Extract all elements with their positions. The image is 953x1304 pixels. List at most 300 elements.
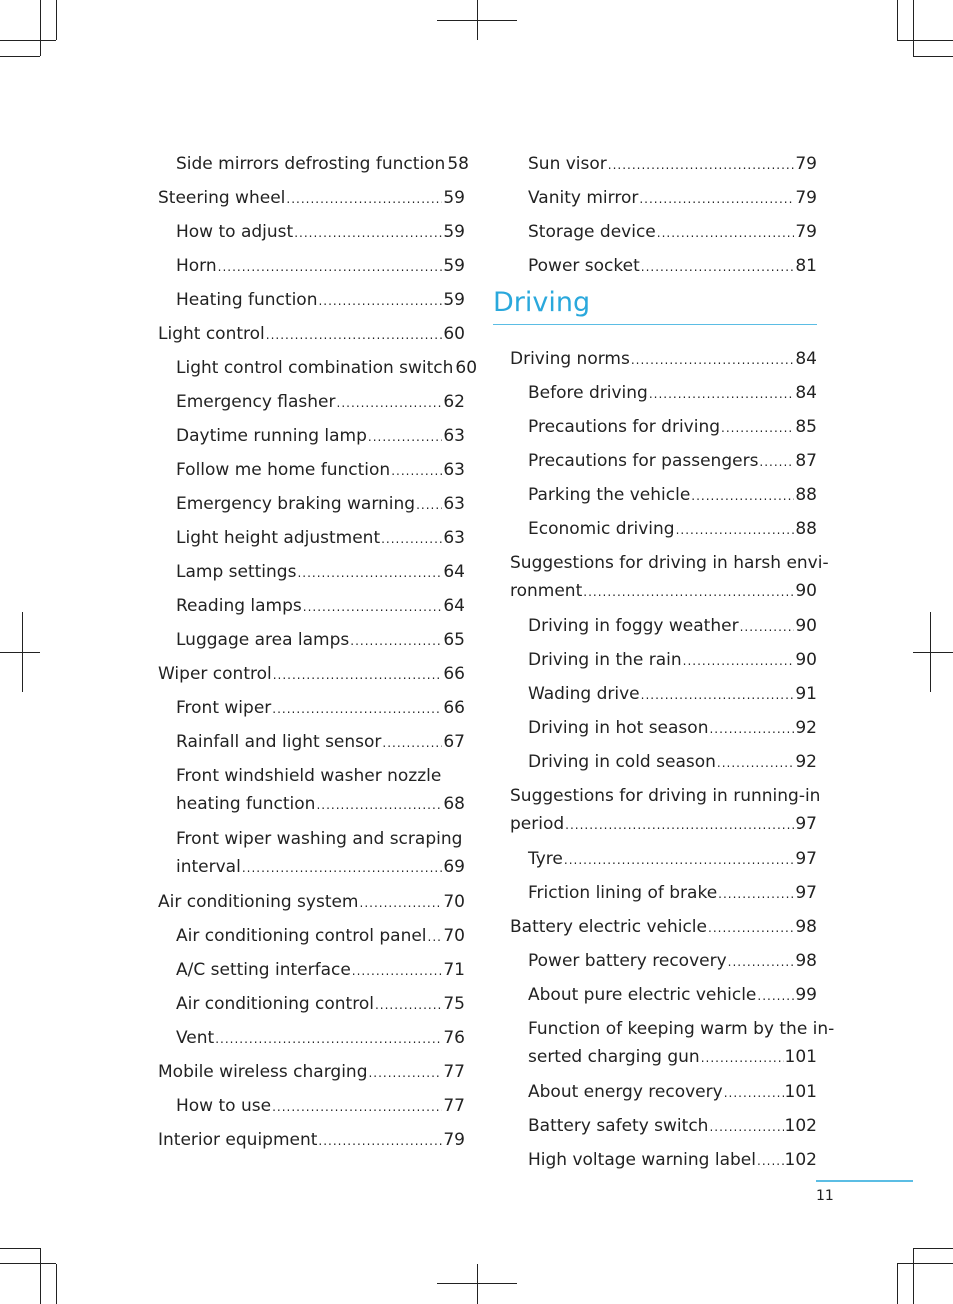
toc-entry-page: 79 [795,222,817,242]
toc-entry-row [528,218,817,247]
toc-right-main-group [510,345,835,1174]
dot-leader [286,185,442,213]
toc-entry-page: 97 [795,849,817,869]
toc-entry[interactable] [158,762,465,819]
toc-entry-row [528,646,817,675]
toc-entry[interactable] [510,879,817,907]
toc-entry-title: Follow me home function [176,460,391,480]
dot-leader [242,854,443,882]
toc-entry-page: 98 [795,917,817,937]
toc-right-column [493,150,835,1180]
toc-entry[interactable] [510,413,817,441]
dot-leader [337,389,443,417]
toc-entry-page: 98 [795,951,817,971]
crop-mark [0,1248,40,1249]
registration-mark [0,652,40,653]
toc-entry-row [528,879,817,908]
toc-entry-title: Light control combination switch [176,358,454,378]
toc-entry-row [176,990,465,1019]
toc-entry-page: 71 [443,960,465,980]
dot-leader [717,749,794,777]
toc-entry-row [176,422,465,451]
toc-entry-row [158,1058,465,1087]
crop-mark [897,40,953,41]
toc-entry[interactable] [158,694,465,722]
toc-entry-page: 59 [443,290,465,310]
toc-entry-title: Emergency flasher [176,392,336,412]
dot-leader [350,627,442,655]
toc-entry[interactable] [510,680,817,708]
dot-leader [709,715,794,743]
toc-entry-title: Driving norms [510,349,630,369]
crop-mark [56,1264,57,1304]
dot-leader [639,185,794,213]
toc-entry-page: 81 [795,256,817,276]
toc-entry[interactable] [158,252,465,280]
toc-entry[interactable] [510,379,817,407]
toc-entry-row [176,728,465,757]
toc-entry[interactable] [158,558,465,586]
toc-entry-row [176,1024,465,1053]
toc-entry[interactable] [510,549,829,606]
toc-entry-row [528,947,817,976]
toc-entry-title: Air conditioning system [158,892,359,912]
toc-entry-title: Light control [158,324,265,344]
toc-left-column [158,150,478,1160]
dot-leader [368,1059,442,1087]
toc-entry-row [528,252,817,281]
toc-entry-title: Power socket [528,256,640,276]
toc-entry-row [158,1126,465,1155]
toc-entry-row [528,1043,817,1072]
toc-entry-row [176,592,465,621]
toc-entry-page: 70 [443,926,465,946]
toc-entry-row [176,218,465,247]
toc-entry[interactable] [158,626,465,654]
dot-leader [708,914,794,942]
toc-entry-title: Rainfall and light sensor [176,732,382,752]
toc-entry-page: 92 [795,752,817,772]
page-number-rule [816,1180,913,1182]
toc-entry-title: High voltage warning label [528,1150,756,1170]
dot-leader [266,321,443,349]
toc-entry-row [176,956,465,985]
crop-mark [897,1263,953,1264]
toc-entry-title: Driving in hot season [528,718,709,738]
toc-entry-title: How to use [176,1096,272,1116]
section-heading-driving: Driving [493,286,817,325]
dot-leader [352,957,443,985]
toc-entry[interactable] [158,524,465,552]
toc-entry[interactable] [510,252,817,280]
toc-entry-title: Air conditioning control panel [176,926,427,946]
dot-leader [709,1113,783,1141]
toc-entry-page: 75 [443,994,465,1014]
toc-entry-page: 90 [795,581,817,601]
toc-entry-page: 59 [443,188,465,208]
dot-leader [683,647,795,675]
toc-entry[interactable] [158,388,465,416]
toc-entry[interactable] [158,1126,465,1154]
toc-entry-title: Battery safety switch [528,1116,709,1136]
toc-entry-row [176,558,465,587]
toc-entry[interactable] [158,990,465,1018]
dot-leader [382,729,442,757]
dot-leader [381,525,442,553]
toc-entry-title: Steering wheel [158,188,286,208]
dot-leader [272,1093,442,1121]
toc-entry-title: Vanity mirror [528,188,639,208]
crop-mark [40,1248,41,1304]
toc-entry-page: 79 [443,1130,465,1150]
crop-mark [40,0,41,56]
toc-entry-title-line1: Front windshield washer nozzle [176,766,442,786]
toc-entry-title: Battery electric vehicle [510,917,707,937]
toc-entry-row [176,150,469,179]
toc-entry-page: 102 [784,1116,817,1136]
toc-entry[interactable] [158,592,465,620]
page-number: 11 [816,1188,834,1204]
toc-entry[interactable] [510,447,817,475]
toc-entry-title: Light height adjustment [176,528,381,548]
toc-entry-row [176,1092,465,1121]
dot-leader [757,982,794,1010]
dot-leader [303,593,443,621]
toc-entry-page: 62 [443,392,465,412]
toc-entry-page: 64 [443,596,465,616]
toc-entry[interactable] [158,728,465,756]
registration-mark [22,612,23,692]
toc-entry-title-line1: Function of keeping warm by the in- [528,1019,835,1039]
toc-entry-title: Driving in the rain [528,650,682,670]
toc-entry-page: 76 [443,1028,465,1048]
toc-entry-title: interval [176,857,241,877]
toc-entry-title: Daytime running lamp [176,426,367,446]
dot-leader [564,846,794,874]
toc-entry-row [158,888,465,917]
toc-entry-title: A/C setting interface [176,960,351,980]
toc-entry-title: period [510,814,565,834]
dot-leader [318,1127,442,1155]
toc-entry-row [176,456,465,485]
dot-leader [740,613,795,641]
toc-entry-title: Front wiper [176,698,272,718]
toc-entry[interactable] [510,150,817,178]
toc-entry[interactable] [158,1058,465,1086]
toc-entry-title: Wading drive [528,684,640,704]
toc-entry[interactable] [510,345,817,373]
toc-entry[interactable] [158,320,465,348]
toc-entry-page: 63 [443,460,465,480]
toc-entry[interactable] [510,1146,817,1174]
toc-entry-page: 67 [443,732,465,752]
toc-entry-page: 59 [443,222,465,242]
toc-entry-page: 68 [443,794,465,814]
toc-entry[interactable] [510,913,817,941]
toc-entry-title: Emergency braking warning [176,494,416,514]
toc-entry-row [528,184,817,213]
toc-entry-row [510,577,817,606]
toc-entry-page: 97 [795,814,817,834]
crop-mark [0,40,56,41]
dot-leader [215,1025,442,1053]
toc-entry-row [176,694,465,723]
dot-leader [416,491,442,519]
toc-entry-page: 101 [784,1082,817,1102]
toc-entry-title: Reading lamps [176,596,302,616]
toc-entry-row [176,626,465,655]
toc-entry-title-line1: Front wiper washing and scraping [176,829,463,849]
toc-entry-title: Horn [176,256,217,276]
toc-entry-page: 85 [795,417,817,437]
toc-entry-page: 60 [455,358,478,378]
toc-entry-title: About pure electric vehicle [528,985,757,1005]
dot-leader [565,811,794,839]
toc-entry-title: ronment [510,581,583,601]
dot-leader [676,516,795,544]
toc-entry-title: Economic driving [528,519,675,539]
toc-entry-row [510,345,817,374]
dot-leader [272,695,442,723]
toc-entry-title: heating function [176,794,316,814]
toc-entry[interactable] [158,184,465,212]
toc-entry-title: Interior equipment [158,1130,318,1150]
crop-mark [0,56,40,57]
toc-entry[interactable] [510,184,817,212]
dot-leader [631,346,795,374]
toc-entry-row [528,447,817,476]
toc-entry-row [528,515,817,544]
toc-entry-page: 60 [443,324,465,344]
toc-entry-page: 66 [443,664,465,684]
toc-entry-row [158,184,465,213]
toc-entry-page: 69 [443,857,465,877]
toc-entry[interactable] [158,1092,465,1120]
toc-entry-row [510,913,817,942]
dot-leader [757,1147,784,1175]
toc-entry[interactable] [158,150,469,178]
toc-entry-page: 79 [795,154,817,174]
toc-entry-page: 64 [443,562,465,582]
crop-mark [56,0,57,40]
toc-entry-row [528,845,817,874]
toc-entry-page: 70 [443,892,465,912]
toc-entry-page: 91 [795,684,817,704]
toc-entry-page: 102 [784,1150,817,1170]
toc-entry-page: 92 [795,718,817,738]
toc-entry[interactable] [158,456,465,484]
toc-entry-row [158,320,465,349]
dot-leader [691,482,794,510]
toc-entry-page: 101 [784,1047,817,1067]
toc-entry-page: 88 [795,485,817,505]
toc-entry-page: 63 [443,494,465,514]
toc-entry[interactable] [158,1024,465,1052]
crop-mark [913,1248,953,1249]
toc-entry-row [176,922,465,951]
toc-entry-page: 87 [795,451,817,471]
crop-mark [913,1248,914,1304]
toc-entry[interactable] [510,646,817,674]
toc-entry-page: 77 [443,1062,465,1082]
toc-entry-row [528,1112,817,1141]
toc-entry-title: Luggage area lamps [176,630,350,650]
dot-leader [375,991,442,1019]
registration-mark [913,652,953,653]
toc-entry-page: 99 [795,985,817,1005]
toc-entry[interactable] [158,490,465,518]
toc-entry[interactable] [158,286,465,314]
toc-entry-row [510,810,817,839]
dot-leader [608,151,795,179]
toc-entry[interactable] [510,1112,817,1140]
dot-leader [368,423,442,451]
toc-entry-row [158,660,465,689]
toc-entry[interactable] [510,782,821,839]
dot-leader [583,578,794,606]
dot-leader [297,559,442,587]
dot-leader [641,253,795,281]
toc-entry-page: 90 [795,616,817,636]
toc-entry-row [528,150,817,179]
dot-leader [649,380,795,408]
toc-entry-row [176,853,465,882]
toc-entry-page: 66 [443,698,465,718]
crop-mark [897,0,898,40]
dot-leader [728,948,795,976]
toc-entry[interactable] [158,218,465,246]
toc-entry-page: 63 [443,426,465,446]
dot-leader [718,880,794,908]
dot-leader [657,219,795,247]
toc-entry-title: Parking the vehicle [528,485,691,505]
toc-entry-title: Mobile wireless charging [158,1062,368,1082]
toc-entry-title: serted charging gun [528,1047,700,1067]
registration-mark [477,0,478,40]
toc-entry[interactable] [158,888,465,916]
toc-entry-page: 63 [443,528,465,548]
toc-entry-title: How to adjust [176,222,294,242]
toc-entry[interactable] [510,1015,835,1072]
toc-entry-title-line1: Suggestions for driving in harsh envi- [510,553,829,573]
toc-entry-title: Heating function [176,290,318,310]
toc-entry[interactable] [510,947,817,975]
crop-mark [0,1263,56,1264]
dot-leader [318,287,442,315]
toc-entry[interactable] [158,956,465,984]
dot-leader [724,1079,784,1107]
toc-entry[interactable] [510,218,817,246]
dot-leader [391,457,442,485]
toc-entry-title: Tyre [528,849,563,869]
registration-mark [930,612,931,692]
toc-entry-row [528,981,817,1010]
crop-mark [897,1264,898,1304]
toc-entry[interactable] [510,748,817,776]
dot-leader [759,448,794,476]
toc-entry-title: Precautions for passengers [528,451,759,471]
toc-entry-page: 77 [443,1096,465,1116]
toc-entry-row [528,612,817,641]
toc-entry[interactable] [510,515,817,543]
toc-entry-row [528,714,817,743]
toc-entry-title-line1: Suggestions for driving in running-in [510,786,821,806]
toc-entry-title: Sun visor [528,154,607,174]
toc-entry-title: Side mirrors defrosting function [176,154,446,174]
dot-leader [360,889,443,917]
toc-entry-title: Vent [176,1028,215,1048]
toc-entry[interactable] [510,981,817,1009]
dot-leader [316,791,442,819]
toc-entry[interactable] [510,1078,817,1106]
toc-entry-row [176,388,465,417]
dot-leader [273,661,443,689]
dot-leader [428,923,443,951]
dot-leader [294,219,442,247]
toc-entry-row [528,379,817,408]
toc-entry[interactable] [510,845,817,873]
registration-mark [477,1264,478,1304]
toc-entry-row [528,1078,817,1107]
toc-entry-row [176,790,465,819]
toc-entry-row [176,524,465,553]
toc-entry[interactable] [158,354,478,382]
toc-entry-title: Precautions for driving [528,417,721,437]
toc-entry-row [528,680,817,709]
dot-leader [701,1044,784,1072]
toc-entry-row [528,1146,817,1175]
toc-entry-page: 97 [795,883,817,903]
toc-entry[interactable] [158,422,465,450]
toc-entry-title: Driving in foggy weather [528,616,739,636]
dot-leader [218,253,443,281]
toc-entry[interactable] [510,714,817,742]
toc-entry-page: 90 [795,650,817,670]
crop-mark [913,56,953,57]
toc-entry-title: Driving in cold season [528,752,716,772]
toc-entry-title: Air conditioning control [176,994,374,1014]
toc-entry-row [528,748,817,777]
toc-entry-title: About energy recovery [528,1082,723,1102]
toc-entry[interactable] [510,612,817,640]
toc-entry[interactable] [158,922,465,950]
toc-entry-row [176,286,465,315]
toc-entry[interactable] [158,660,465,688]
crop-mark [913,0,914,56]
toc-right-top-group [510,150,817,280]
toc-entry-page: 65 [443,630,465,650]
toc-entry-row [528,481,817,510]
toc-entry-title: Lamp settings [176,562,297,582]
toc-entry-page: 84 [795,383,817,403]
toc-entry-page: 58 [447,154,469,174]
toc-entry-page: 79 [795,188,817,208]
toc-entry-page: 84 [795,349,817,369]
toc-entry[interactable] [510,481,817,509]
toc-entry-title: Power battery recovery [528,951,727,971]
dot-leader [721,414,794,442]
toc-entry-row [528,413,817,442]
toc-entry[interactable] [158,825,465,882]
dot-leader [641,681,795,709]
toc-entry-title: Before driving [528,383,648,403]
toc-entry-row [176,354,478,383]
toc-entry-title: Wiper control [158,664,272,684]
toc-entry-page: 88 [795,519,817,539]
toc-entry-page: 59 [443,256,465,276]
toc-entry-row [176,252,465,281]
toc-entry-title: Storage device [528,222,656,242]
